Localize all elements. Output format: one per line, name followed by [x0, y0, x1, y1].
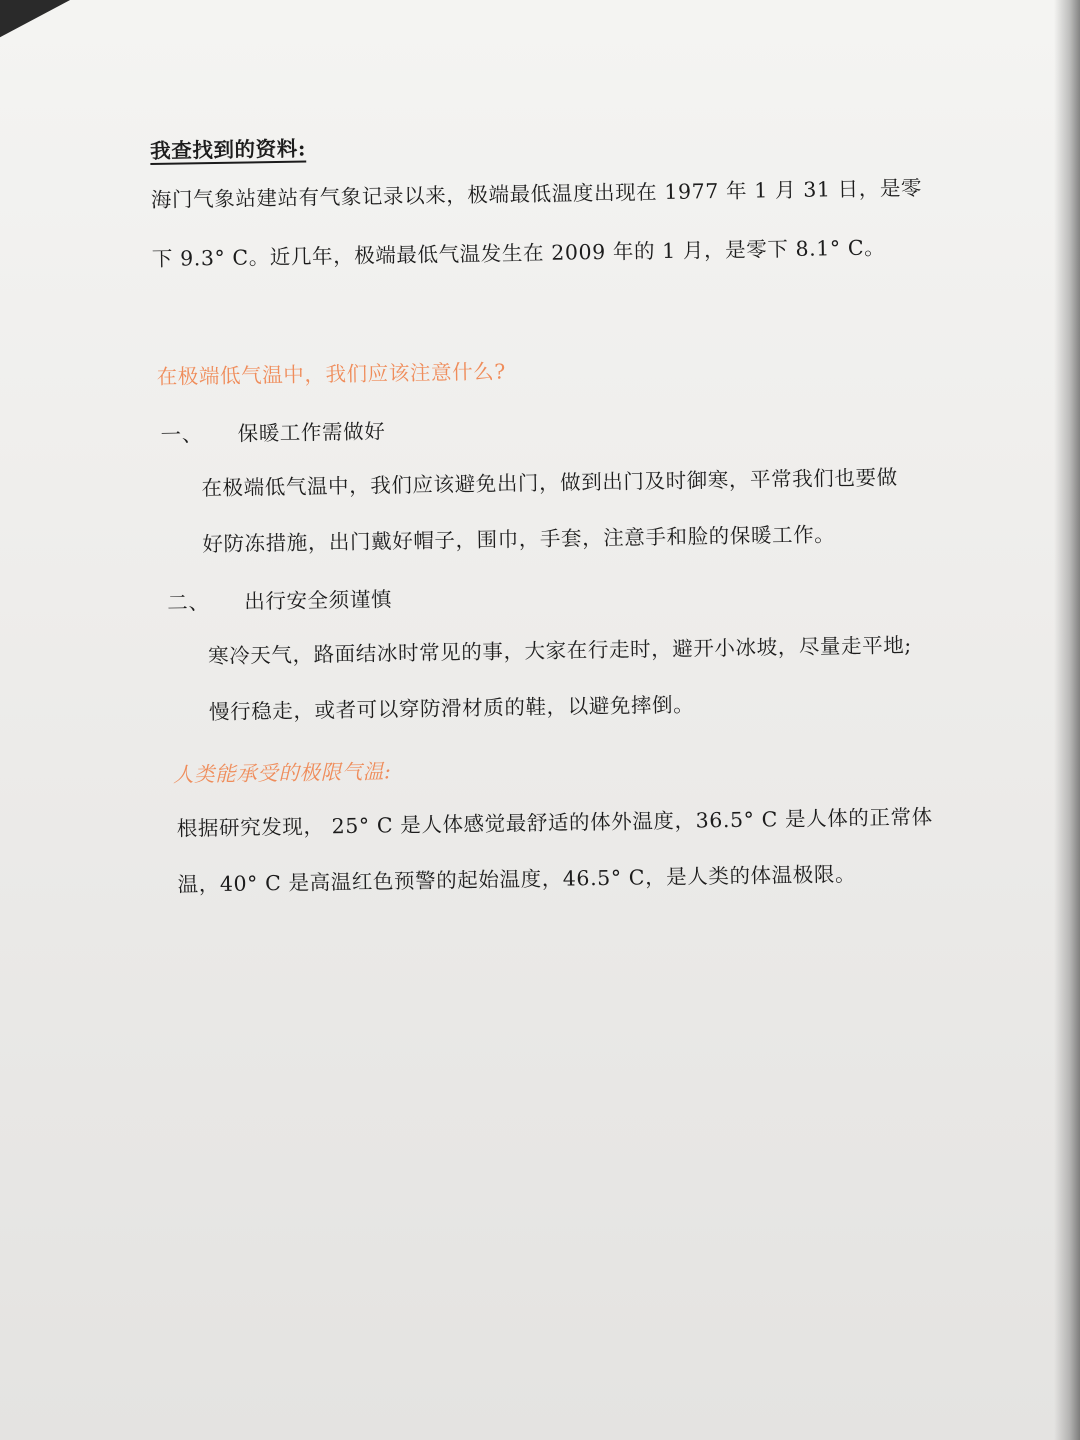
limits-title: 人类能承受的极限气温: [172, 759, 392, 787]
item-1-heading: 保暖工作需做好 [237, 419, 386, 446]
item-1-number: 一、 [160, 422, 204, 447]
limits-line-1: 根据研究发现， 25° C 是人体感觉最舒适的体外温度，36.5° C 是人体的正常体 [176, 804, 933, 841]
item-2-line-1: 寒冷天气，路面结冰时常见的事，大家在行走时，避开小冰坡，尽量走平地; [207, 633, 913, 669]
source-line-1: 海门气象站建站有气象记录以来，极端最低温度出现在 1977 年 1 月 31 日，是零 [150, 175, 923, 212]
item-2-number: 二、 [167, 590, 210, 615]
item-1-line-2: 好防冻措施，出门戴好帽子，围巾，手套，注意手和脸的保暖工作。 [202, 522, 836, 557]
limits-line-2: 温，40° C 是高温红色预警的起始温度，46.5° C，是人类的体温极限。 [177, 862, 857, 897]
source-heading: 我查找到的资料: [149, 136, 307, 163]
item-2-line-2: 慢行稳走，或者可以穿防滑材质的鞋，以避免摔倒。 [208, 692, 695, 725]
item-1-line-1: 在极端低气温中，我们应该避免出门，做到出门及时御寒，平常我们也要做 [201, 465, 898, 501]
item-2-heading: 出行安全须谨慎 [244, 587, 393, 614]
precautions-title: 在极端低气温中，我们应该注意什么? [156, 359, 507, 389]
source-line-2: 下 9.3° C。近几年，极端最低气温发生在 2009 年的 1 月，是零下 8.1° C。 [151, 235, 886, 271]
